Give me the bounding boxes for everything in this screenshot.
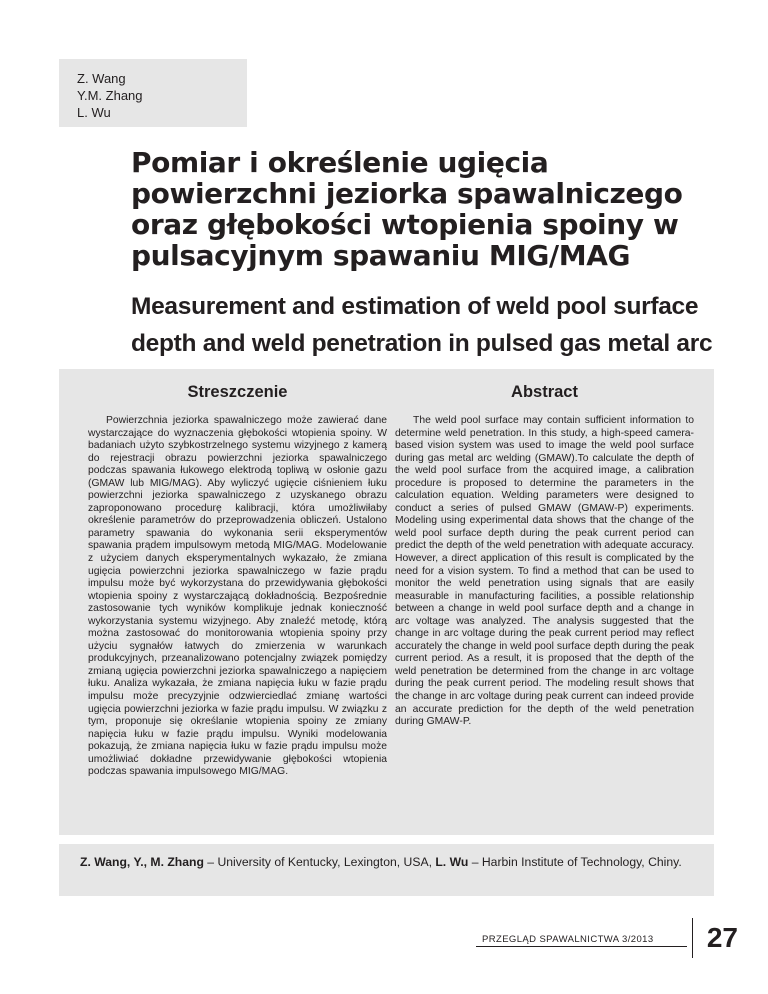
page-number: 27 (692, 918, 740, 958)
affiliation-names-1: Z. Wang, Y., M. Zhang (80, 855, 204, 869)
affiliation-institution-1: – University of Kentucky, Lexington, USA, (203, 855, 436, 869)
author-3: L. Wu (77, 105, 111, 120)
footer-rule (476, 946, 687, 947)
abstract-english-text: The weld pool surface may contain sufficient information to determine weld penetration. In this study, a high-speed camera-based vision system was used to image the weld pool surface during gas metal arc welding (GMAW).To calculate the depth of the weld pool surface from the acquired image, a calibration procedure is proposed to determine the parameters in the calculation equation. Welding parameters were designed to conduct a series of pulsed GMAW (GMAW-P) experiments. Modeling using experimental data shows that the change of the weld pool surface depth during the peak current period can predict the depth of the weld penetration with adequate accuracy. However, a direct application of this result is complicated by the need for a vision system. To find a method that can be used to monitor the weld penetration using signals that are easily measurable in manufacturing facilities, a possible relationship between a change in weld pool surface depth and a change in arc voltage was analyzed. The analysis suggested that the change in arc voltage during the peak current period may reflect accurately the change in weld pool surface depth during the peak current period. As a result, it is proposed that the depth of the weld penetration be determined from the change in arc voltage during the peak current period. The modeling result shows that the change in arc voltage during peak current can indeed provide an accurate prediction for the depth of the weld penetration during GMAW-P. (395, 415, 694, 728)
affiliation-box (59, 844, 714, 896)
abstract-polish-text: Powierzchnia jeziorka spawalniczego może zawierać dane wystarczające do wyznaczenia głębokości wtopienia spoiny. W badaniach użyto szybkostrzelnego systemu wizyjnego z kamerą do rejestracji obrazu powierzchni jeziorka spawalniczego podczas spawania łukowego elektrodą topliwą w osłonie gazu (GMAW lub MIG/MAG). Aby wyliczyć ugięcie ciśnieniem łuku powierzchni jeziorka spawalniczego z uzyskanego obrazu zaproponowano procedurę kalibracji, która umożliwiłaby określenie parametrów do przeprowadzenia obliczeń. Ustalono parametry spawania do wykonania serii eksperymentów spawania prądem impulsowym metodą MIG/MAG. Modelowanie z użyciem danych eksperymentalnych wykazało, że zmiana ugięcia powierzchni jeziorka spawalniczego w fazie prądu impulsu może być wykorzystana do przewidywania głębokości wtopienia spoiny z wystarczającą dokładnością. Bezpośrednie zastosowanie tych wyników komplikuje jednak konieczność wykorzystania systemu wizyjnego. Aby znaleźć metodę, którą można zastosować do monitorowania wtopienia spoiny przy użyciu sygnałów łatwych do zmierzenia w warunkach produkcyjnych, przeanalizowano potencjalny związek pomiędzy zmianą ugięcia powierzchni jeziorka spawalniczego a napięciem łuku. Analiza wykazała, że zmiana napięcia łuku w fazie prądu impulsu może precyzyjnie odzwierciedlać zmianę wartości ugięcia powierzchni jeziorka w fazie prądu impulsu. W związku z tym, proponuje się określanie wtopienia spoiny ze zmiany napięcia łuku w fazie prądu impulsu. Wyniki modelowania pokazują, że zmiana napięcia łuku w fazie prądu impulsu może umożliwiać dokładne przewidywanie głębokości wtopienia podczas spawania impulsowego MIG/MAG. (88, 415, 387, 778)
authors-box (59, 59, 247, 127)
affiliation-names-2: L. Wu (435, 855, 469, 869)
abstract-polish-heading: Streszczenie (187, 383, 288, 401)
affiliation-institution-2: – Harbin Institute of Technology, Chiny. (468, 855, 682, 869)
author-1: Z. Wang (77, 71, 126, 86)
abstract-box (59, 369, 714, 835)
abstract-english-heading: Abstract (511, 383, 578, 401)
journal-name: PRZEGLĄD SPAWALNICTWA 3/2013 (482, 934, 654, 945)
title-polish: Pomiar i określenie ugięcia powierzchni jeziorka spawalniczego oraz głębokości wtopienia spoiny w pulsacyjnym spawaniu MIG/MAG (131, 146, 683, 272)
title-english: Measurement and estimation of weld pool surface depth and weld penetration in pulsed gas metal arc (131, 293, 713, 357)
author-2: Y.M. Zhang (77, 88, 143, 103)
